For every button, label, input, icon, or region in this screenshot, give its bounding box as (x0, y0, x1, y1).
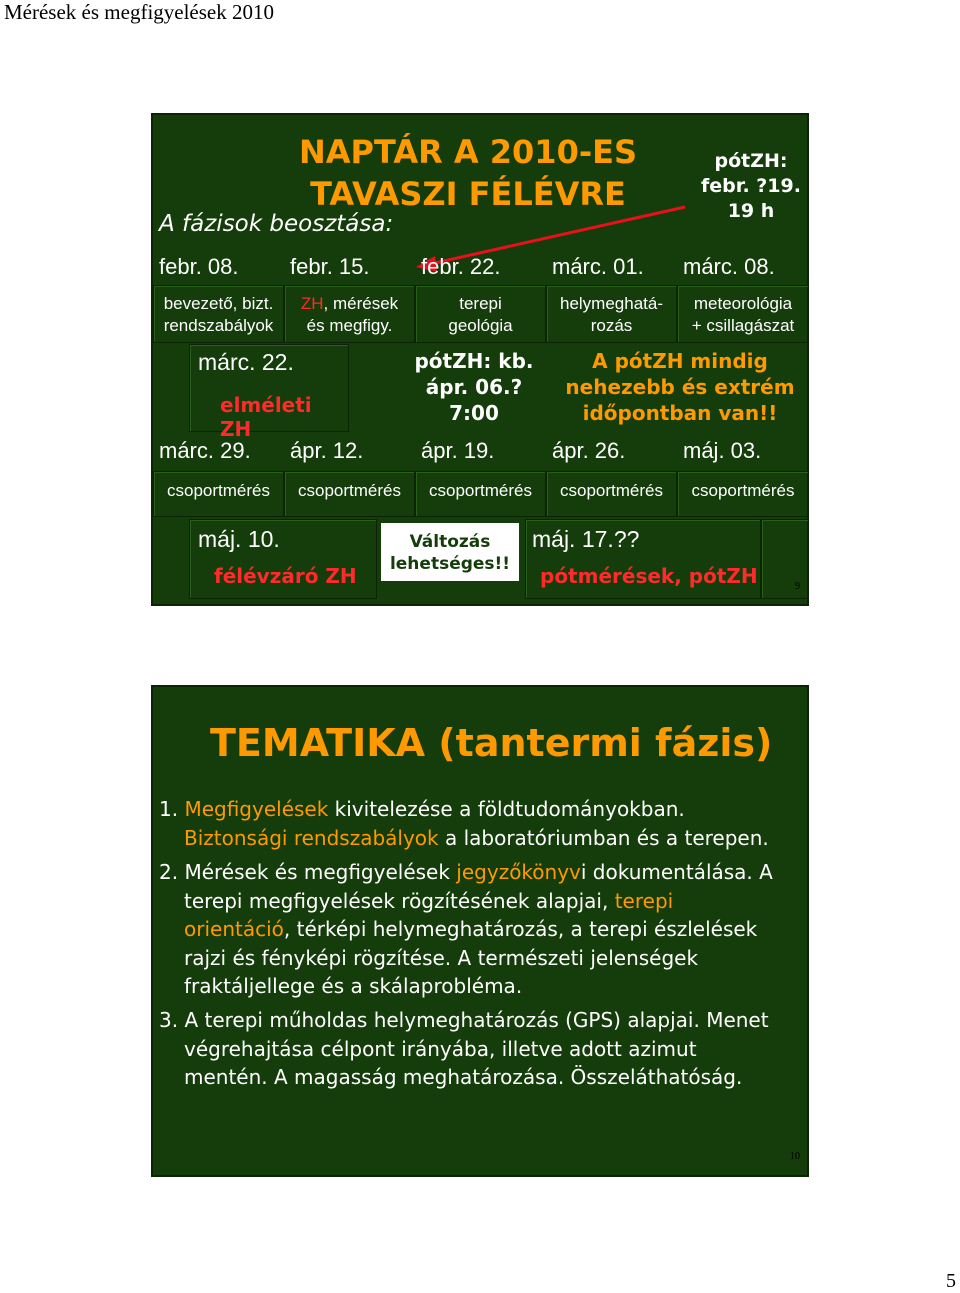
final-zh-box (189, 519, 377, 599)
item-text: Mérések és megfigyelések (184, 860, 450, 884)
slide-subtitle: A fázisok beosztása: (159, 211, 394, 237)
group-measure-cell: csoportmérés (153, 471, 284, 517)
item-line (159, 858, 799, 887)
potzh-mid-line: ápr. 06.? (425, 375, 523, 399)
final-date: máj. 10. (198, 526, 280, 552)
potzh-date-mid (399, 348, 549, 426)
date-cell: márc. 08. (683, 254, 775, 279)
potzh-top-line: 19 h (727, 200, 775, 222)
item-line: fraktáljellege és a skálaprobléma. (184, 974, 523, 998)
item-number: 2. (159, 860, 179, 884)
group-measure-cell: csoportmérés (546, 471, 677, 517)
highlight: Biztonsági rendszabályok (184, 825, 439, 850)
potzh-warning (551, 348, 809, 426)
date-cell: febr. 08. (159, 254, 239, 279)
topic-line: geológia (448, 316, 513, 335)
date-cell: febr. 15. (290, 254, 370, 279)
remeasure-date: máj. 17.?? (532, 526, 640, 552)
item-text: a laboratóriumban és a terepen. (444, 825, 769, 850)
slide-number: 10 (790, 1151, 800, 1162)
date-cell: márc. 01. (552, 254, 644, 279)
date-cell: márc. 29. (159, 438, 251, 463)
item-line: végrehajtása célpont irányába, illetve adott azimut (184, 1036, 697, 1061)
slide-title: TEMATIKA (tantermi fázis) (210, 721, 773, 765)
topic-cell (677, 285, 809, 343)
highlight: terepi (614, 888, 674, 913)
topic-cell (153, 285, 284, 343)
item-line (159, 824, 799, 853)
topic-cell (546, 285, 677, 343)
topic-line: terepi (459, 294, 502, 313)
highlight: Megfigyelések (184, 797, 329, 821)
zh-label: elméleti ZH (220, 393, 312, 441)
warning-line: A pótZH mindig (592, 349, 768, 373)
topic-line: helymeghatá- (559, 294, 663, 313)
topic-item-2 (159, 858, 799, 1001)
document-header: Mérések és megfigyelések 2010 (4, 0, 274, 24)
change-line: lehetséges!! (389, 554, 511, 574)
item-number: 1. (159, 797, 179, 821)
remeasure-box (525, 519, 761, 599)
potzh-top-line: febr. ?19. (701, 175, 801, 197)
slide-topics (151, 685, 809, 1177)
topic-cell (284, 285, 415, 343)
item-text: kivitelezése a földtudományokban. (334, 797, 685, 821)
date-cell: ápr. 12. (290, 438, 364, 463)
group-measure-cell: csoportmérés (415, 471, 546, 517)
empty-cell (761, 519, 809, 599)
warning-line: nehezebb és extrém (565, 375, 795, 399)
item-line (159, 795, 799, 824)
topic-item-1 (159, 795, 799, 852)
zh-date: márc. 22. (198, 349, 294, 375)
item-line (159, 915, 799, 944)
change-line: Változás (409, 532, 491, 552)
slide-number: 9 (795, 581, 800, 592)
item-line: mentén. A magasság meghatározása. Összeláthatóság. (184, 1065, 743, 1089)
remeasure-label: pótmérések, pótZH (540, 564, 758, 588)
topic-line: rozás (590, 316, 633, 335)
highlight: jegyzőkönyv (456, 860, 581, 884)
item-text: , térképi helymeghatározás, a terepi észlelések (283, 917, 758, 941)
item-text: i dokumentálása. A (580, 860, 773, 884)
topic-line-rest: , mérések (323, 294, 399, 313)
page-number: 5 (946, 1270, 956, 1292)
date-cell: ápr. 19. (421, 438, 495, 463)
item-text: A terepi műholdas helymeghatározás (GPS) alapjai. Menet (184, 1008, 769, 1032)
date-cell: máj. 03. (683, 438, 762, 463)
final-label: félévzáró ZH (214, 564, 357, 588)
topic-line (285, 293, 414, 315)
group-measure-cell: csoportmérés (284, 471, 415, 517)
topic-line: + csillagászat (691, 316, 795, 335)
potzh-mid-line: pótZH: kb. (414, 349, 534, 373)
date-cell: febr. 22. (421, 254, 501, 279)
topic-line: meteorológia (693, 294, 793, 313)
date-cell: ápr. 26. (552, 438, 626, 463)
item-line (159, 887, 799, 916)
item-line (159, 1006, 799, 1035)
warning-line: időpontban van!! (582, 401, 778, 425)
group-measure-cell: csoportmérés (677, 471, 809, 517)
title-line-2: TAVASZI FÉLÉVRE (310, 175, 626, 213)
highlight: orientáció (184, 917, 284, 941)
topic-line: bevezető, bizt. (163, 294, 274, 313)
potzh-top-line: pótZH: (714, 150, 788, 172)
topic-line: rendszabályok (163, 316, 274, 335)
item-number: 3. (159, 1008, 179, 1032)
item-text: terepi megfigyelések rögzítésének alapjai, (184, 888, 609, 913)
topic-line: és megfigy. (306, 316, 393, 335)
theory-zh-box (189, 344, 349, 441)
slide-calendar (151, 113, 809, 606)
zh-prefix: ZH (300, 294, 324, 313)
change-notice (381, 523, 519, 581)
potzh-mid-line: 7:00 (449, 401, 499, 425)
topic-cell (415, 285, 546, 343)
title-line-1: NAPTÁR A 2010-ES (298, 133, 638, 171)
topic-item-3 (159, 1006, 799, 1092)
item-line: rajzi és fényképi rögzítése. A természeti jelenségek (184, 945, 699, 970)
